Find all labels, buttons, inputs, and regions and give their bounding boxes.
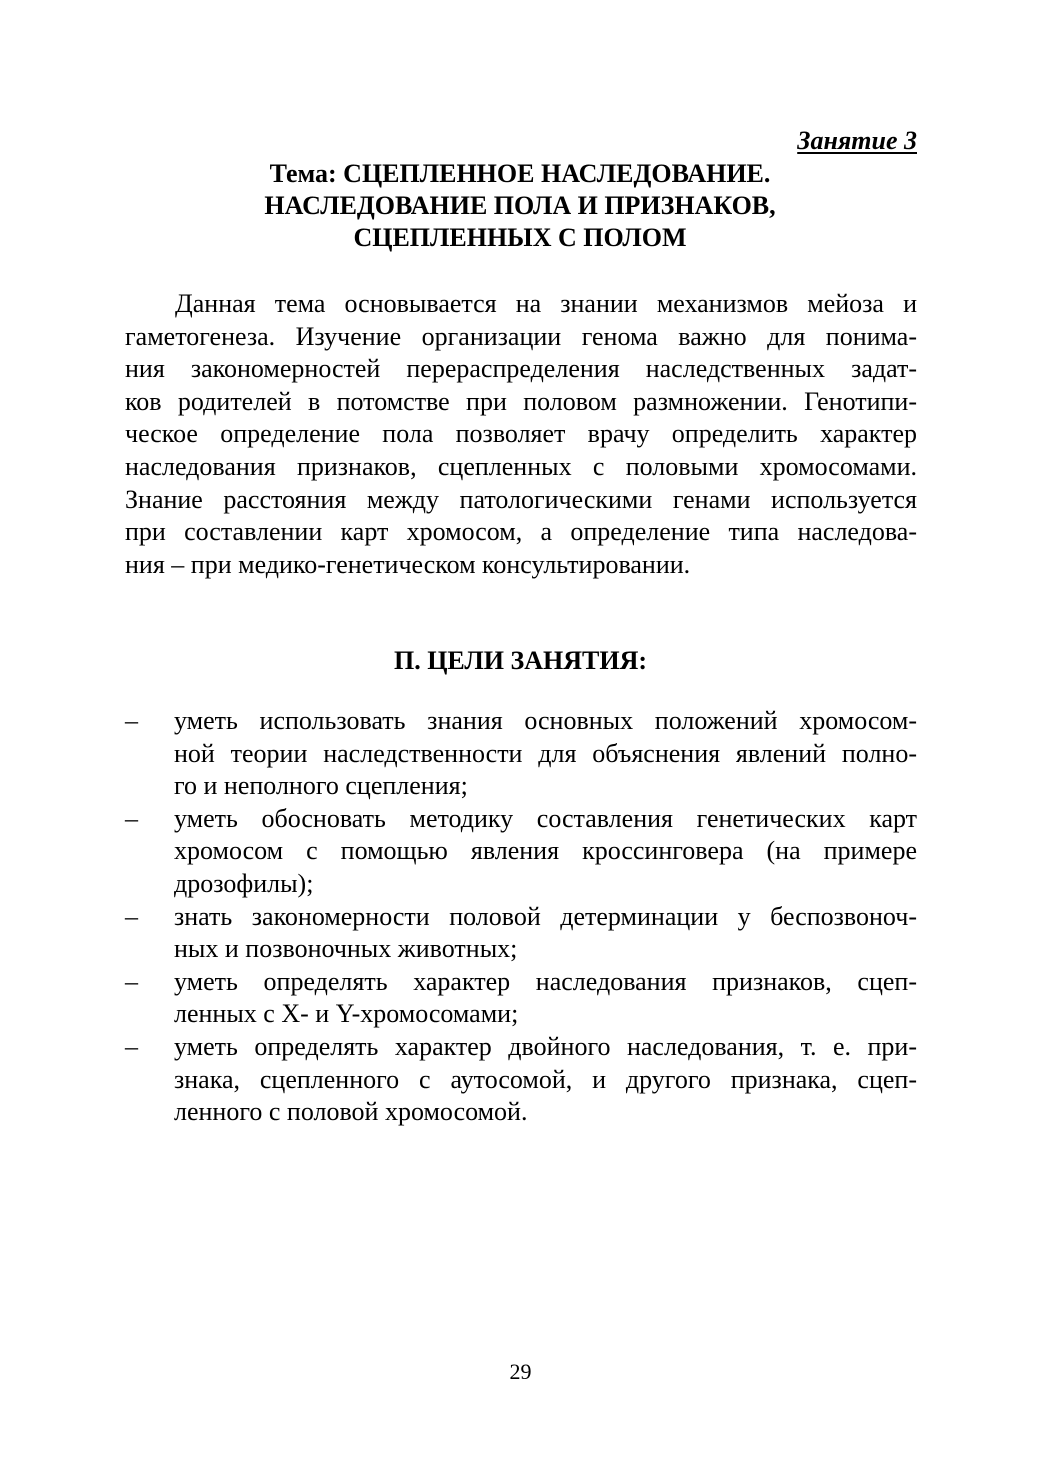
list-item bbox=[125, 705, 917, 803]
list-item bbox=[125, 1031, 917, 1129]
list-item bbox=[125, 901, 917, 966]
intro-line: ния – при медико-генетическом консультировании. bbox=[125, 549, 691, 579]
intro-line: ния закономерностей перераспределения наследственных задат- bbox=[125, 354, 917, 384]
intro-line: гаметогенеза. Изучение организации генома важно для понима- bbox=[125, 321, 917, 351]
intro-line: ков родителей в потомстве при половом размножении. Генотипи- bbox=[125, 386, 917, 416]
goal-line: уметь использовать знания основных положений хромосом- bbox=[174, 706, 917, 735]
intro-line: Знание расстояния между патологическими генами используется bbox=[125, 484, 917, 514]
goal-line: знать закономерности половой детерминации у беспозвоноч- bbox=[174, 901, 917, 931]
goal-text bbox=[174, 966, 917, 1031]
goal-line: уметь обосновать методику составления генетических карт bbox=[174, 803, 917, 833]
dash-bullet: – bbox=[125, 706, 138, 735]
intro-line: Данная тема основывается на знании механизмов мейоза и bbox=[175, 289, 917, 318]
goal-text bbox=[174, 901, 917, 966]
topic-title bbox=[220, 158, 820, 254]
goal-line: ленного с половой хромосомой. bbox=[174, 1097, 528, 1127]
topic-title-line: СЦЕПЛЕННЫХ С ПОЛОМ bbox=[353, 223, 687, 252]
goal-line: го и неполного сцепления; bbox=[174, 771, 468, 801]
topic-title-line: Тема: СЦЕПЛЕННОЕ НАСЛЕДОВАНИЕ. bbox=[269, 159, 771, 188]
page-number: 29 bbox=[509, 1359, 532, 1384]
dash-bullet: – bbox=[125, 803, 138, 833]
goal-line: ных и позвоночных животных; bbox=[174, 934, 518, 964]
goal-line: ной теории наследственности для объяснения явлений полно- bbox=[174, 738, 917, 768]
goals-heading: П. ЦЕЛИ ЗАНЯТИЯ: bbox=[393, 646, 648, 675]
dash-bullet: – bbox=[125, 966, 138, 996]
intro-line: наследования признаков, сцепленных с половыми хромосомами. bbox=[125, 451, 917, 481]
intro-line: ческое определение пола позволяет врачу определить характер bbox=[125, 419, 917, 449]
topic-title-line: НАСЛЕДОВАНИЕ ПОЛА И ПРИЗНАКОВ, bbox=[264, 191, 776, 220]
goal-line: дрозофилы); bbox=[174, 868, 314, 898]
dash-bullet: – bbox=[125, 1031, 138, 1061]
goal-line: ленных с X- и Y-хромосомами; bbox=[174, 999, 519, 1029]
dash-bullet: – bbox=[125, 901, 138, 931]
intro-paragraph bbox=[125, 288, 917, 581]
goal-text bbox=[174, 1031, 917, 1129]
intro-line: при составлении карт хромосом, а определение типа наследова- bbox=[125, 517, 917, 547]
goal-line: уметь определять характер двойного наследования, т. е. при- bbox=[174, 1031, 917, 1061]
goal-line: хромосом с помощью явления кроссинговера (на примере bbox=[174, 836, 917, 866]
list-item bbox=[125, 803, 917, 901]
list-item bbox=[125, 966, 917, 1031]
goal-text bbox=[174, 803, 917, 901]
goal-text bbox=[174, 705, 917, 803]
goal-line: уметь определять характер наследования признаков, сцеп- bbox=[174, 966, 917, 996]
goal-line: знака, сцепленного с аутосомой, и другого признака, сцеп- bbox=[174, 1064, 917, 1094]
lesson-label: Занятие 3 bbox=[797, 126, 917, 155]
goals-list bbox=[125, 705, 917, 1129]
